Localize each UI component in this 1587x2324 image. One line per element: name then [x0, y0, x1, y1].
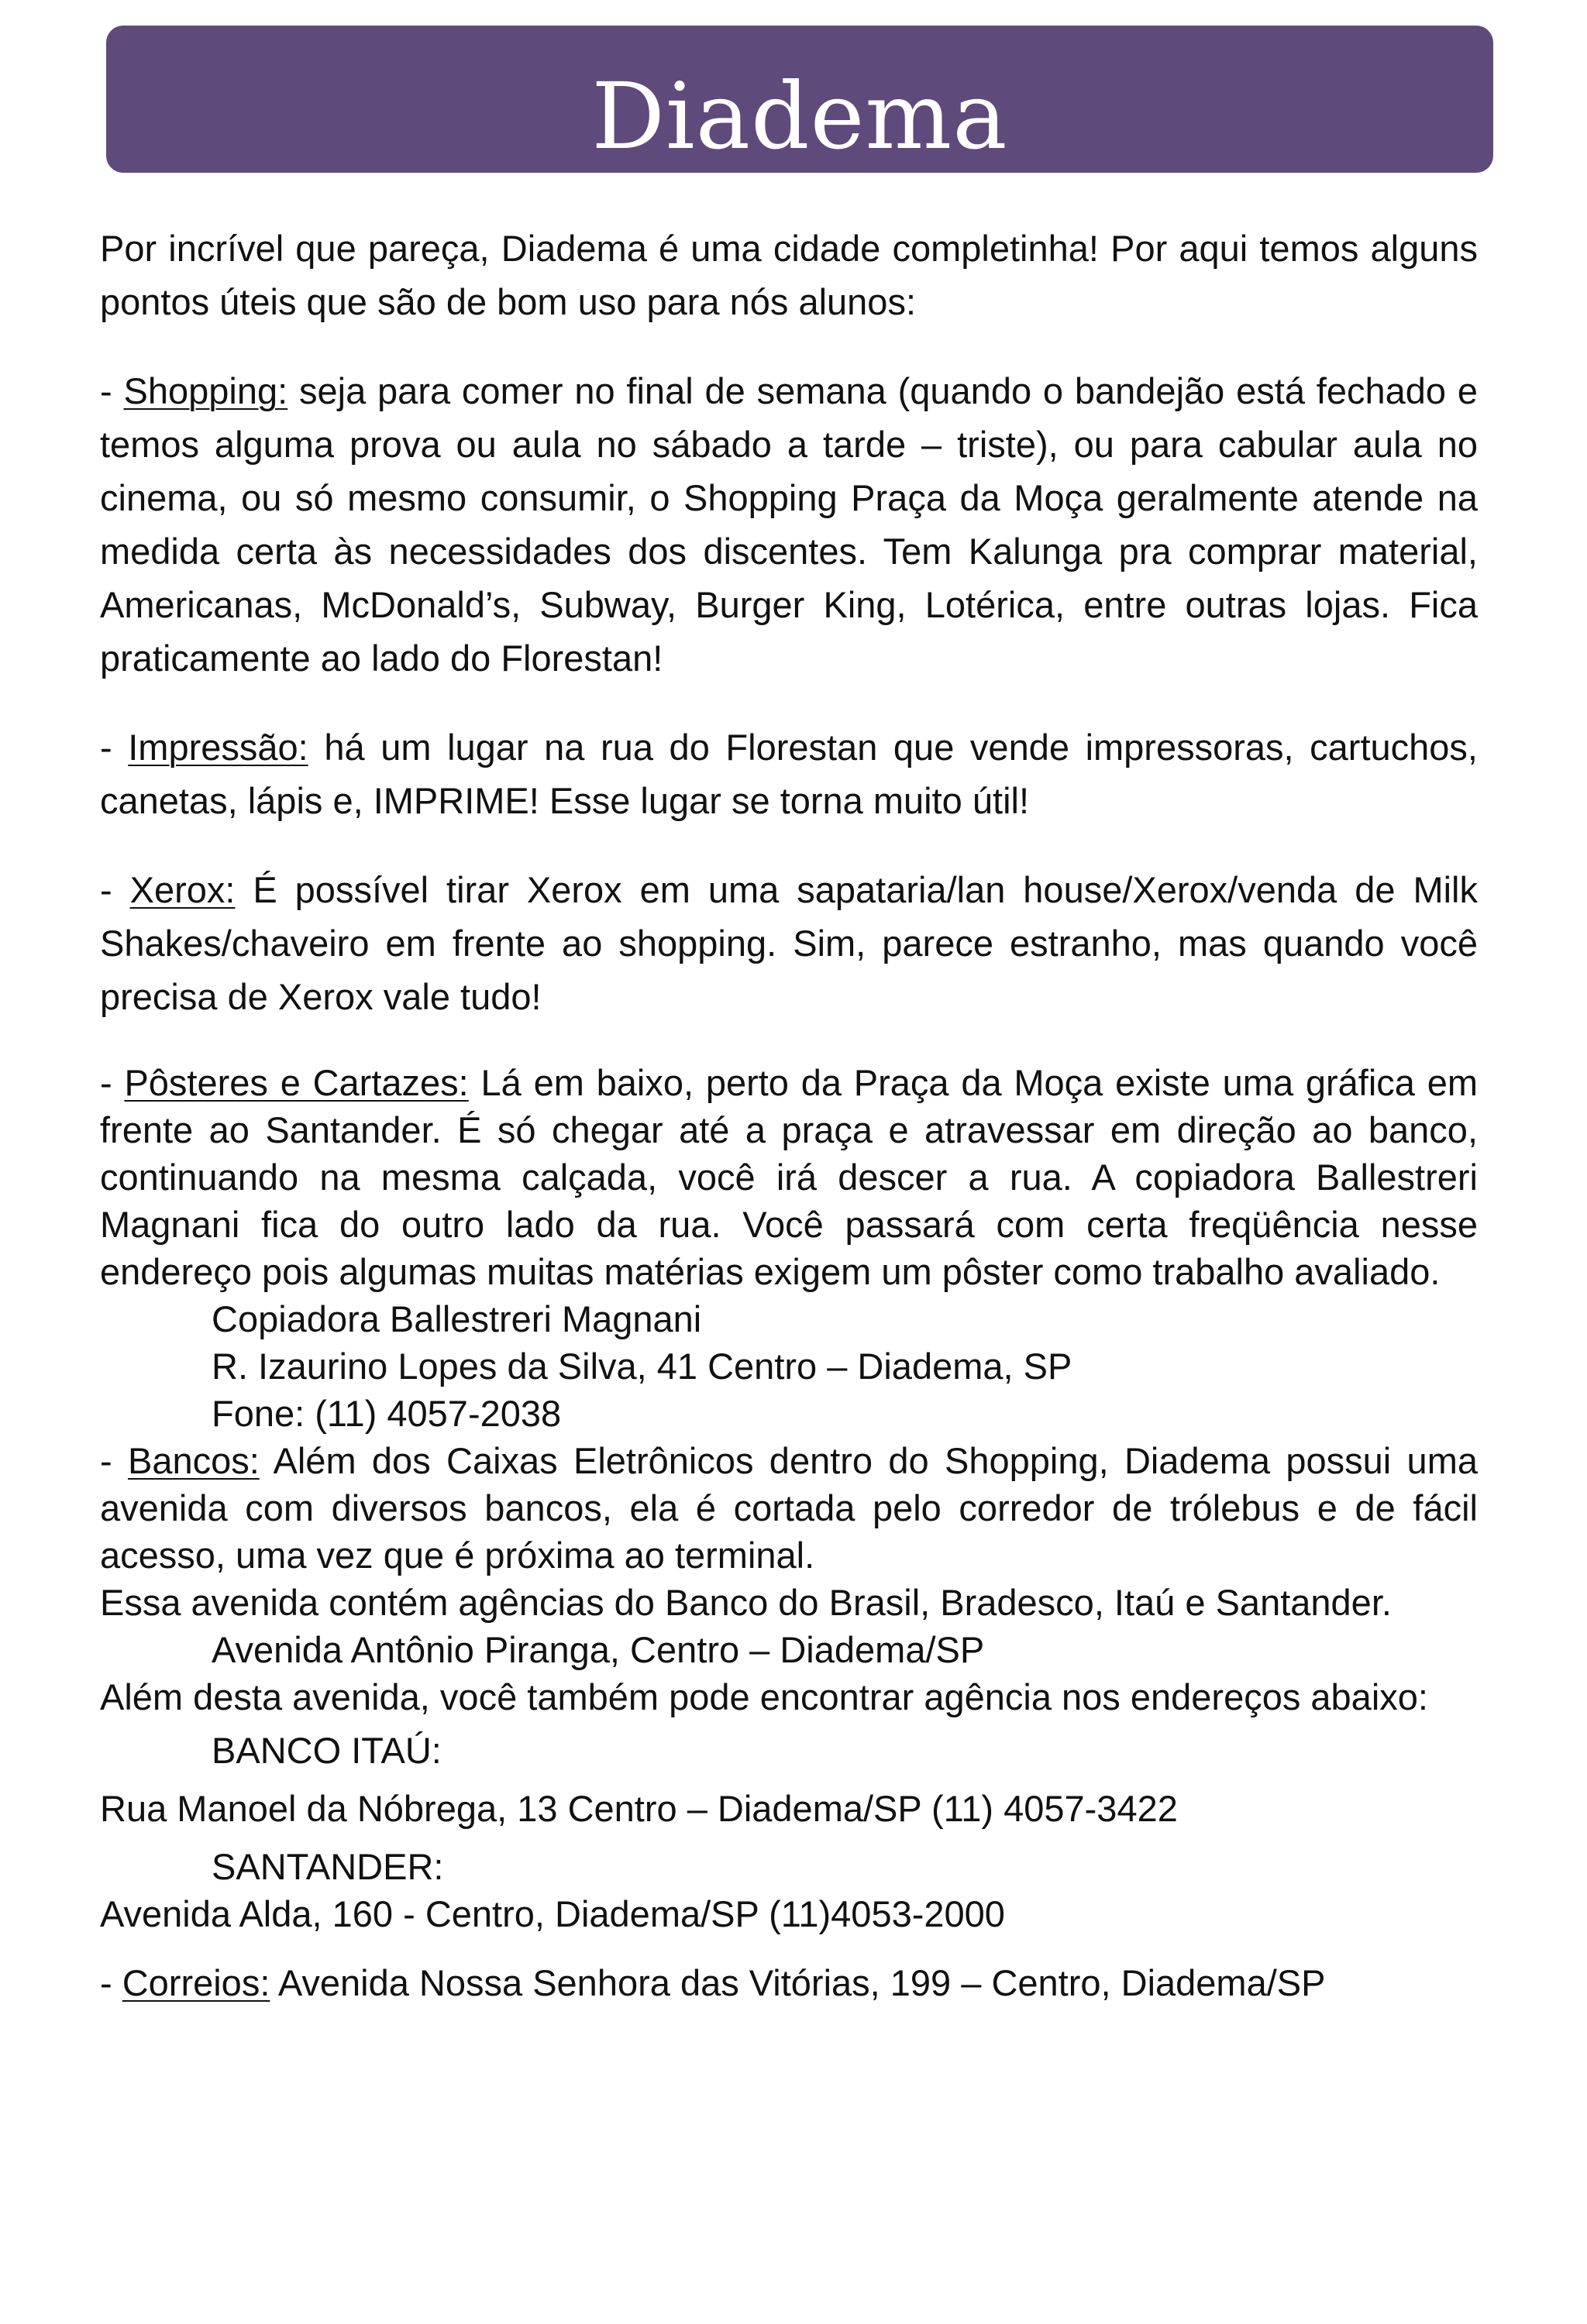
- xerox-text: É possível tirar Xerox em uma sapataria/lan house/Xerox/venda de Milk Shakes/chaveiro em frente ao shopping. Sim, parece estranho, mas quando você precisa de Xerox vale tudo!: [100, 869, 1478, 1017]
- itau-address: Rua Manoel da Nóbrega, 13 Centro – Diadema/SP (11) 4057-3422: [100, 1788, 1178, 1829]
- copiadora-address: R. Izaurino Lopes da Silva, 41 Centro – Diadema, SP: [212, 1346, 1072, 1387]
- impressao-text: há um lugar na rua do Florestan que vende impressoras, cartuchos, canetas, lápis e, IMPRIME! Esse lugar se torna muito útil!: [100, 727, 1478, 821]
- impressao-paragraph: - Impressão: há um lugar na rua do Florestan que vende impressoras, cartuchos, canetas, lápis e, IMPRIME! Esse lugar se torna muito útil!: [100, 727, 1478, 821]
- correios-paragraph: - Correios: Avenida Nossa Senhora das Vitórias, 199 – Centro, Diadema/SP: [100, 1962, 1326, 2003]
- document-body: [100, 222, 1478, 2006]
- shopping-label: Shopping:: [123, 370, 288, 411]
- shopping-paragraph: - Shopping: seja para comer no final de semana (quando o bandejão está fechado e temos alguma prova ou aula no sábado a tarde – triste), ou para cabular aula no cinema, ou só mesmo consumir, o Shopping Praça da Moça geralmente atende na medida certa às necessidades dos discentes. Tem Kalunga pra comprar material, Americanas, McDonald’s, Subway, Burger King, Lotérica, entre outras lojas. Fica praticamente ao lado do Florestan!: [100, 370, 1478, 679]
- santander-title: SANTANDER:: [212, 1846, 444, 1887]
- bancos-other-addresses: Além desta avenida, você também pode encontrar agência nos endereços abaixo:: [100, 1676, 1428, 1717]
- bancos-label: Bancos:: [127, 1440, 260, 1481]
- xerox-paragraph: - Xerox: É possível tirar Xerox em uma sapataria/lan house/Xerox/venda de Milk Shakes/chaveiro em frente ao shopping. Sim, parece estranho, mas quando você precisa de Xerox vale tudo!: [100, 869, 1478, 1017]
- title-banner: [106, 26, 1493, 173]
- correios-text: Avenida Nossa Senhora das Vitórias, 199 – Centro, Diadema/SP: [270, 1962, 1326, 2003]
- itau-title: BANCO ITAÚ:: [212, 1730, 442, 1771]
- santander-address: Avenida Alda, 160 - Centro, Diadema/SP (11)4053-2000: [100, 1893, 1005, 1934]
- copiadora-phone: Fone: (11) 4057-2038: [212, 1393, 562, 1434]
- bancos-agencies: Essa avenida contém agências do Banco do Brasil, Bradesco, Itaú e Santander.: [100, 1582, 1392, 1623]
- posteres-text: Lá em baixo, perto da Praça da Moça existe uma gráfica em frente ao Santander. É só chegar até a praça e atravessar em direção ao banco, continuando na mesma calçada, você irá descer a rua. A copiadora Ballestreri Magnani fica do outro lado da rua. Você passará com certa freqüência nesse endereço pois algumas muitas matérias exigem um pôster como trabalho avaliado.: [100, 1062, 1478, 1292]
- copiadora-name: Copiadora Ballestreri Magnani: [212, 1298, 702, 1339]
- page-title: Diadema: [591, 63, 1008, 170]
- bancos-avenue: Avenida Antônio Piranga, Centro – Diadema/SP: [212, 1629, 985, 1670]
- xerox-label: Xerox:: [129, 869, 236, 910]
- bancos-text: Além dos Caixas Eletrônicos dentro do Shopping, Diadema possui uma avenida com diversos bancos, ela é cortada pelo corredor de trólebus e de fácil acesso, uma vez que é próxima ao terminal.: [100, 1440, 1478, 1576]
- impressao-label: Impressão:: [128, 727, 308, 768]
- bancos-paragraph: - Bancos: Além dos Caixas Eletrônicos dentro do Shopping, Diadema possui uma avenida com diversos bancos, ela é cortada pelo corredor de trólebus e de fácil acesso, uma vez que é próxima ao terminal.: [100, 1440, 1478, 1576]
- correios-label: Correios:: [122, 1962, 270, 2003]
- intro-paragraph: Por incrível que pareça, Diadema é uma cidade completinha! Por aqui temos alguns pontos úteis que são de bom uso para nós alunos:: [100, 228, 1478, 322]
- shopping-text: seja para comer no final de semana (quando o bandejão está fechado e temos alguma prova ou aula no sábado a tarde – triste), ou para cabular aula no cinema, ou só mesmo consumir, o Shopping Praça da Moça geralmente atende na medida certa às necessidades dos discentes. Tem Kalunga pra comprar material, Americanas, McDonald’s, Subway, Burger King, Lotérica, entre outras lojas. Fica praticamente ao lado do Florestan!: [100, 370, 1478, 679]
- posteres-paragraph: - Pôsteres e Cartazes: Lá em baixo, perto da Praça da Moça existe uma gráfica em frente ao Santander. É só chegar até a praça e atravessar em direção ao banco, continuando na mesma calçada, você irá descer a rua. A copiadora Ballestreri Magnani fica do outro lado da rua. Você passará com certa freqüência nesse endereço pois algumas muitas matérias exigem um pôster como trabalho avaliado.: [100, 1062, 1478, 1292]
- posteres-label: Pôsteres e Cartazes:: [124, 1062, 469, 1103]
